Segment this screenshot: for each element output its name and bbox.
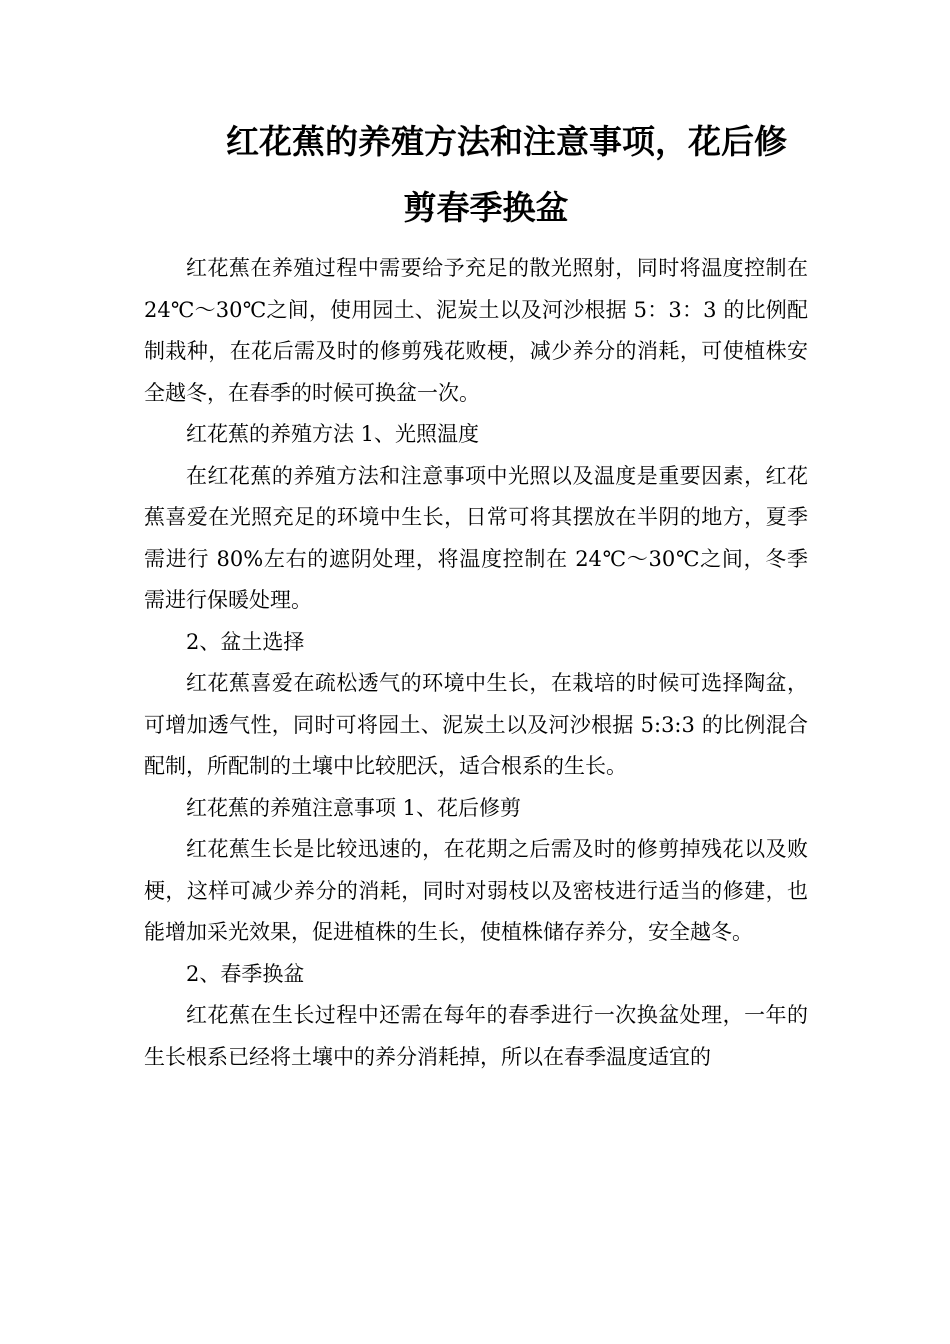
section-heading-soil: 2、盆土选择: [186, 629, 305, 654]
section-heading-repotting: 2、春季换盆: [186, 961, 305, 986]
document-title-line-2: 剪春季换盆: [403, 188, 569, 227]
paragraph-repotting: 红花蕉在生长过程中还需在每年的春季进行一次换盆处理，一年的生长根系已经将土壤中的养分消耗掉，所以在春季温度适宜的: [144, 1003, 808, 1069]
paragraph-light-temperature: 在红花蕉的养殖方法和注意事项中光照以及温度是重要因素，红花蕉喜爱在光照充足的环境中生长，日常可将其摆放在半阴的地方，夏季需进行 80%左右的遮阴处理，将温度控制在 24℃～30℃之间，冬季需进行保暖处理。: [144, 463, 808, 612]
paragraph-pruning: 红花蕉生长是比较迅速的，在花期之后需及时的修剪掉残花以及败梗，这样可减少养分的消耗，同时对弱枝以及密枝进行适当的修建，也能增加采光效果，促进植株的生长，使植株储存养分，安全越冬。: [144, 837, 808, 944]
paragraph-soil: 红花蕉喜爱在疏松透气的环境中生长，在栽培的时候可选择陶盆，可增加透气性，同时可将园土、泥炭土以及河沙根据 5:3:3 的比例混合配制，所配制的土壤中比较肥沃，适合根系的生长。: [144, 671, 808, 778]
document-title-line-1: 红花蕉的养殖方法和注意事项，花后修: [226, 122, 787, 161]
section-heading-light-temperature: 红花蕉的养殖方法 1、光照温度: [186, 422, 480, 446]
paragraph-intro: 红花蕉在养殖过程中需要给予充足的散光照射，同时将温度控制在 24℃～30℃之间，使用园土、泥炭土以及河沙根据 5：3：3 的比例配制栽种，在花后需及时的修剪残花败梗，减少养分的消耗，可使植株安全越冬，在春季的时候可换盆一次。: [144, 256, 808, 405]
section-heading-pruning: 红花蕉的养殖注意事项 1、花后修剪: [186, 795, 522, 820]
document-body: [144, 248, 808, 1078]
